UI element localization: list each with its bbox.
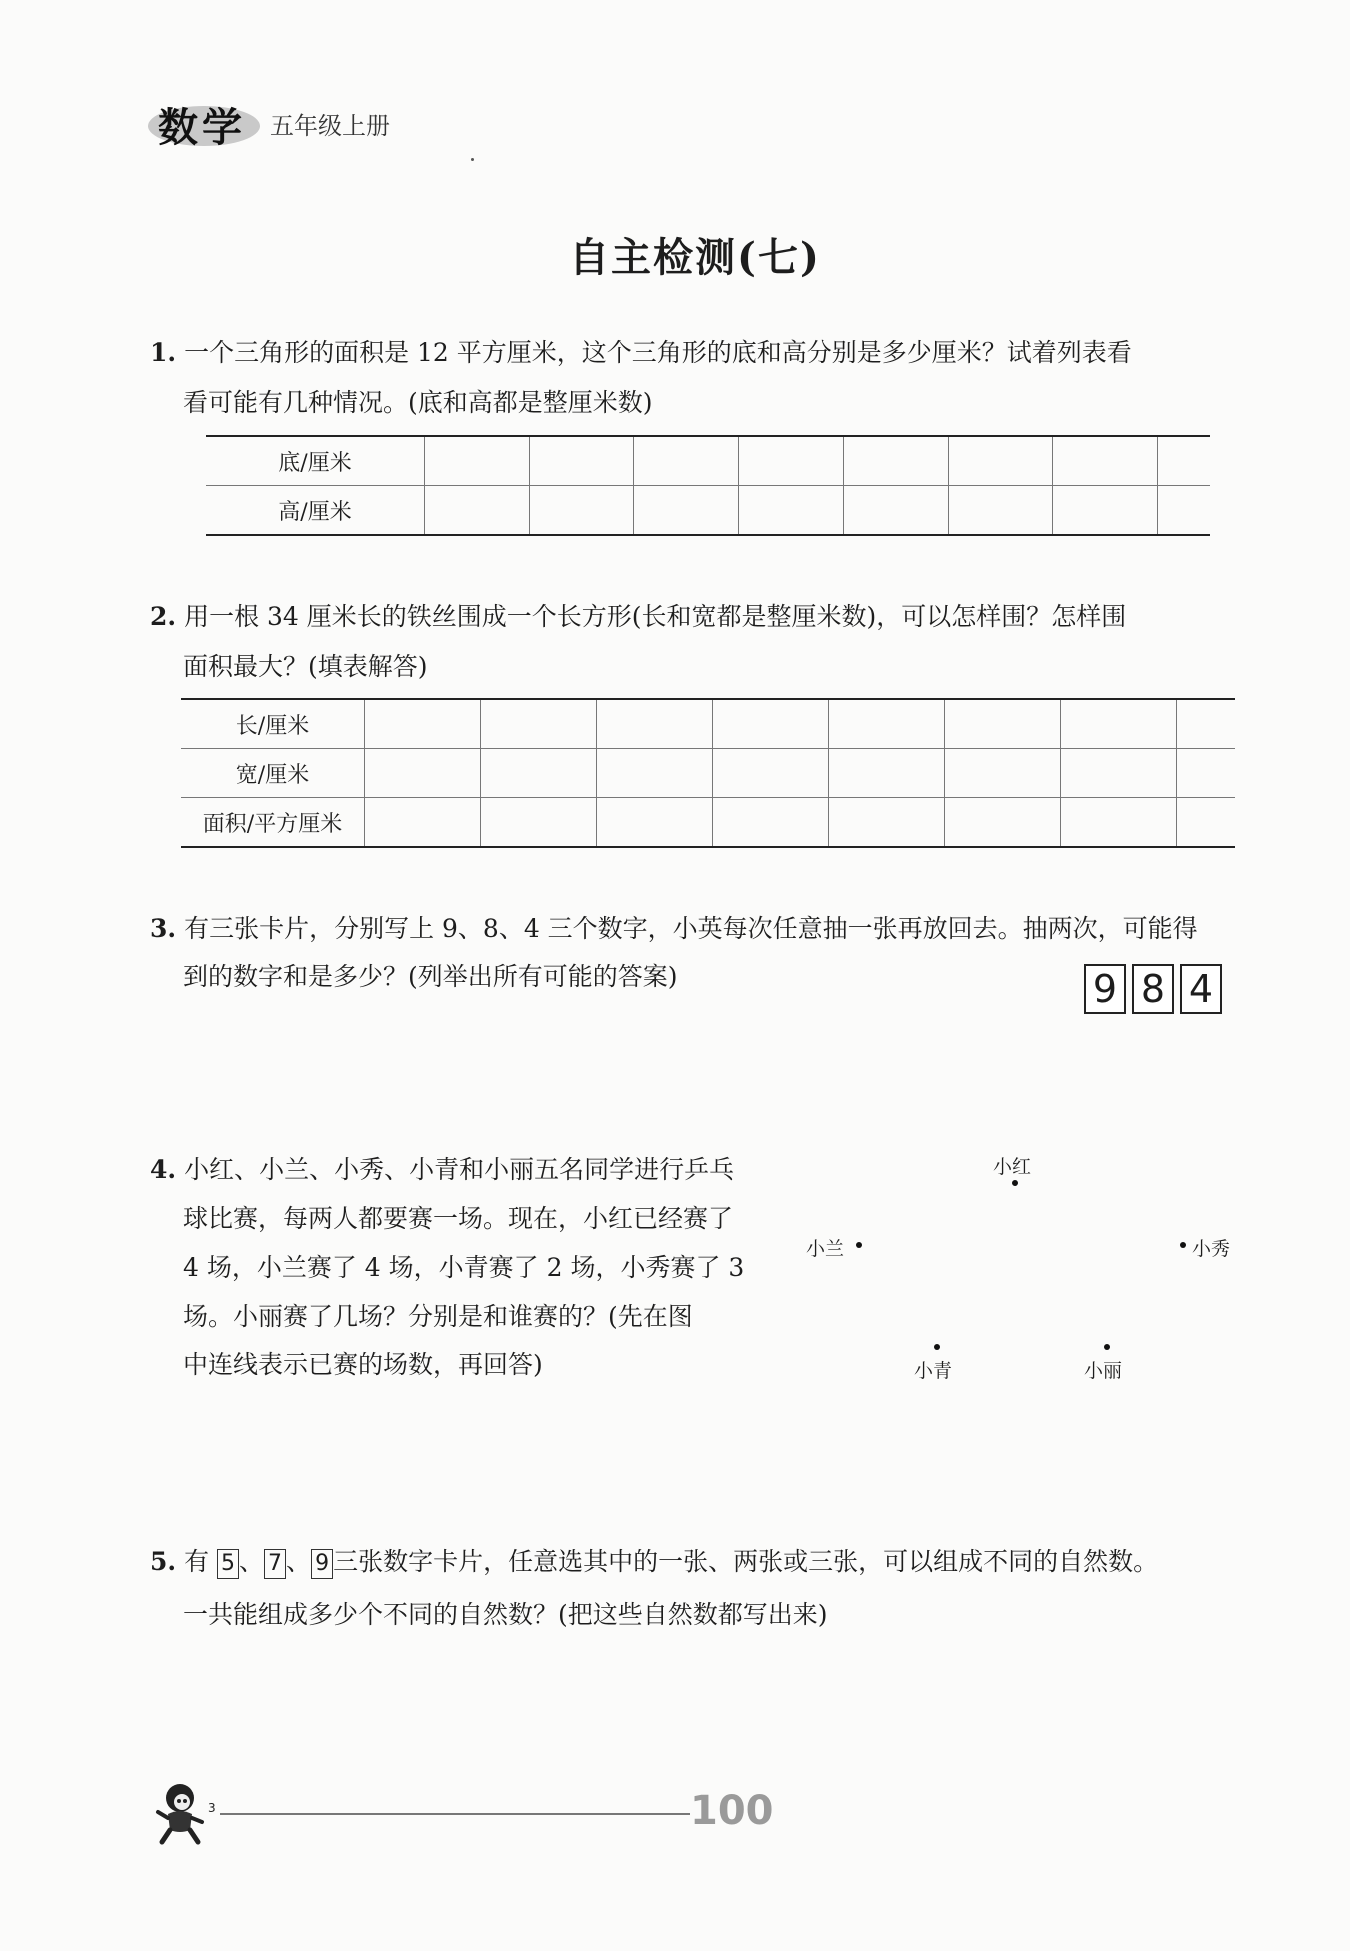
q1-cell[interactable] [425,486,530,536]
table-row [206,436,1210,486]
node-label-xiaoxiu: 小秀 [1192,1238,1231,1260]
q4-line2: 球比赛，每两人都要赛一场。现在，小红已经赛了 [183,1204,734,1233]
q2-line2: 面积最大？(填表解答) [183,652,428,681]
q3-line2: 到的数字和是多少？(列举出所有可能的答案) [183,962,678,991]
q4-text-1: 小红、小兰、小秀、小青和小丽五名同学进行乒乓 [184,1155,735,1184]
q2-cell[interactable] [1061,798,1177,848]
q2-cell[interactable] [597,749,713,798]
q1-cell[interactable] [843,486,948,536]
q2-cell[interactable] [597,699,713,749]
q2-cell[interactable] [597,798,713,848]
q1-table [206,435,1210,536]
q4-line4: 场。小丽赛了几场？分别是和谁赛的？(先在图 [183,1302,693,1331]
q5-line2: 一共能组成多少个不同的自然数？(把这些自然数都写出来) [183,1600,828,1629]
q2-cell[interactable] [365,699,481,749]
page-number: 100 [690,1788,774,1834]
q1-cell[interactable] [843,436,948,486]
q3-text-1: 有三张卡片，分别写上 9、8、4 三个数字，小英每次任意抽一张再放回去。抽两次，可能得 [184,914,1198,943]
q1-cell[interactable] [1053,486,1158,536]
q2-cell[interactable] [1177,798,1235,848]
digit-card: 7 [264,1549,286,1579]
q1-cell[interactable] [1158,436,1210,486]
q1-cell[interactable] [634,436,739,486]
q1-line1 [150,338,1132,368]
q5-sep: 、 [286,1547,312,1576]
node-dot-xiaoxiu[interactable] [1180,1242,1186,1248]
q2-line1 [150,602,1126,632]
node-label-xiaolan: 小兰 [806,1238,845,1260]
q1-number: 1. [150,338,177,367]
digit-card: 9 [311,1549,333,1579]
q4-line1 [150,1155,734,1185]
node-dot-xiaoqing[interactable] [934,1344,940,1350]
q2-cell[interactable] [713,798,829,848]
q4-line3: 4 场，小兰赛了 4 场，小青赛了 2 场，小秀赛了 3 [183,1253,745,1282]
node-label-xiaohong: 小红 [993,1156,1032,1178]
q2-cell[interactable] [829,798,945,848]
q2-cell[interactable] [945,699,1061,749]
node-dot-xiaolan[interactable] [856,1242,862,1248]
q2-cell[interactable] [1177,749,1235,798]
q2-number: 2. [150,602,177,631]
q2-row-label-area: 面积/平方厘米 [181,798,365,848]
q2-cell[interactable] [1061,749,1177,798]
q1-cell[interactable] [739,436,844,486]
node-dot-xiaoli[interactable] [1104,1344,1110,1350]
q1-text-1: 一个三角形的面积是 12 平方厘米，这个三角形的底和高分别是多少厘米？试着列表看 [184,338,1132,367]
q5-line1 [150,1547,1158,1579]
number-card: 8 [1132,964,1174,1014]
mascot-icon [150,1778,220,1848]
q1-cell[interactable] [739,486,844,536]
q1-row-label-base: 底/厘米 [206,436,425,486]
q4-line5: 中连线表示已赛的场数，再回答) [183,1350,543,1379]
q1-row-label-height: 高/厘米 [206,486,425,536]
page-title: 自主检测(七) [569,234,821,281]
header-subject: 数学 [158,105,246,151]
q2-cell[interactable] [945,798,1061,848]
mascot-mark: 3 [208,1801,216,1815]
table-row [181,749,1235,798]
q3-number: 3. [150,914,177,943]
q2-cell[interactable] [365,749,481,798]
table-row [206,486,1210,536]
q2-cell[interactable] [481,699,597,749]
q2-cell[interactable] [829,699,945,749]
q2-row-label-length: 长/厘米 [181,699,365,749]
table-row [181,798,1235,848]
q2-cell[interactable] [945,749,1061,798]
number-card: 4 [1180,964,1222,1014]
q2-cell[interactable] [1177,699,1235,749]
q2-row-label-width: 宽/厘米 [181,749,365,798]
q1-line2: 看可能有几种情况。(底和高都是整厘米数) [183,388,653,417]
q3-line1 [150,914,1198,944]
footer-divider [220,1813,690,1815]
q2-cell[interactable] [1061,699,1177,749]
q2-cell[interactable] [829,749,945,798]
node-dot-xiaohong[interactable] [1012,1180,1018,1186]
q1-cell[interactable] [948,486,1053,536]
number-card: 9 [1084,964,1126,1014]
q3-cards [1084,964,1228,1014]
q1-cell[interactable] [529,486,634,536]
digit-card: 5 [217,1549,239,1579]
q1-cell[interactable] [948,436,1053,486]
q5-sep: 、 [239,1547,265,1576]
q1-cell[interactable] [529,436,634,486]
node-label-xiaoli: 小丽 [1084,1360,1123,1382]
q2-cell[interactable] [481,798,597,848]
q2-cell[interactable] [365,798,481,848]
node-label-xiaoqing: 小青 [914,1360,953,1382]
q4-number: 4. [150,1155,177,1184]
q1-cell[interactable] [1053,436,1158,486]
q5-text-1: 三张数字卡片，任意选其中的一张、两张或三张，可以组成不同的自然数。 [333,1547,1159,1576]
q1-cell[interactable] [1158,486,1210,536]
q2-text-1: 用一根 34 厘米长的铁丝围成一个长方形(长和宽都是整厘米数)，可以怎样围？怎样围 [184,602,1127,631]
q2-cell[interactable] [481,749,597,798]
q2-cell[interactable] [713,699,829,749]
stray-mark [471,158,474,161]
q2-table [181,698,1235,848]
q1-cell[interactable] [634,486,739,536]
q5-number: 5. [150,1547,177,1576]
table-row [181,699,1235,749]
header-grade: 五年级上册 [270,112,390,140]
q2-cell[interactable] [713,749,829,798]
q1-cell[interactable] [425,436,530,486]
q5-prefix: 有 [184,1547,210,1576]
